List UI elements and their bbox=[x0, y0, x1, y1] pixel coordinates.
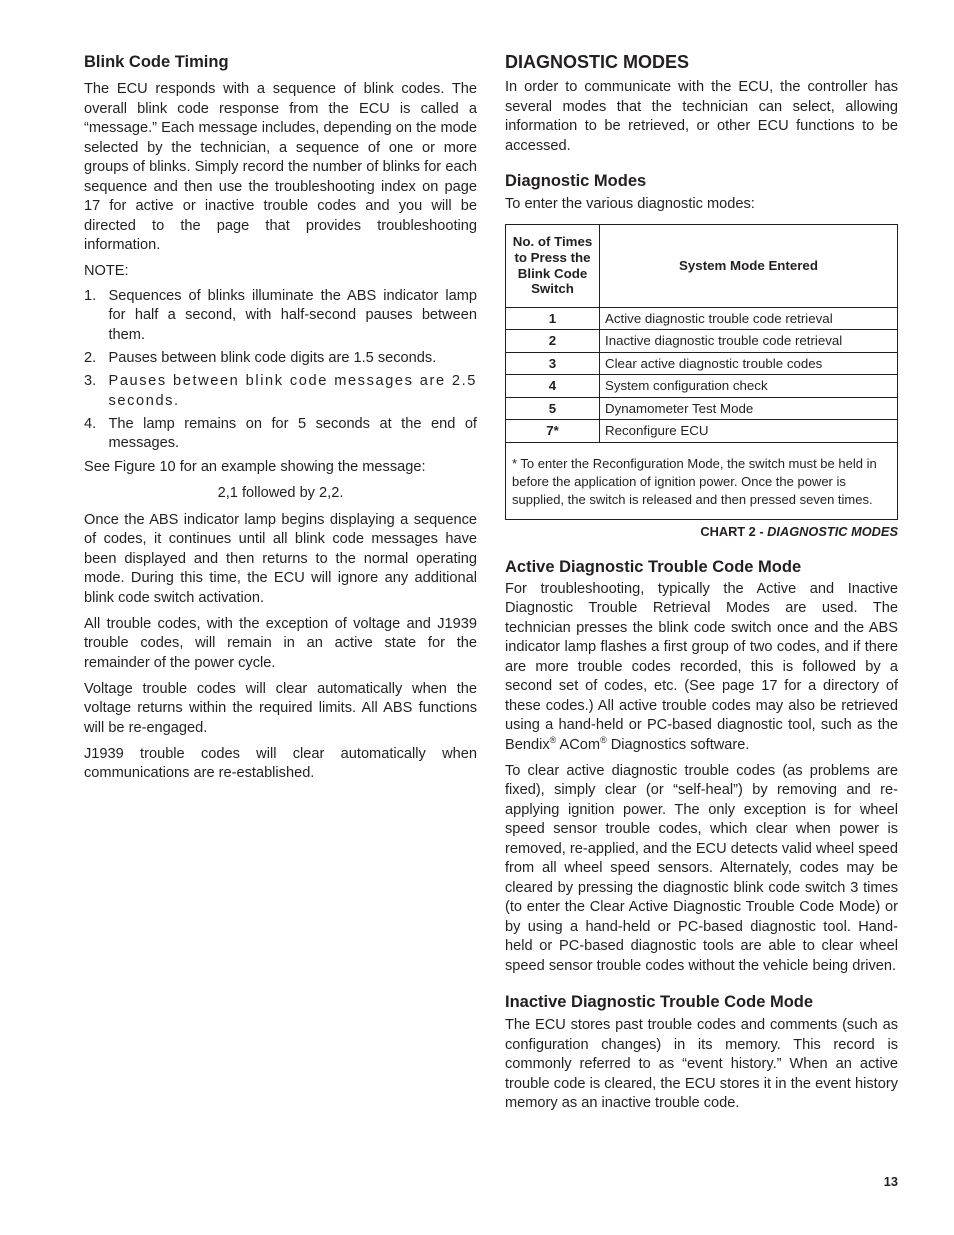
notes-list bbox=[84, 287, 477, 454]
press-count: 7* bbox=[506, 420, 600, 443]
note-item bbox=[84, 372, 477, 411]
diagnostic-modes-subheading: Diagnostic Modes bbox=[505, 172, 647, 190]
active-text-c: Diagnostics software. bbox=[606, 736, 750, 753]
note-label: NOTE: bbox=[84, 263, 129, 279]
page-number: 13 bbox=[883, 1174, 898, 1189]
press-count: 2 bbox=[506, 330, 600, 353]
mode-name: Dynamometer Test Mode bbox=[600, 397, 898, 420]
note-text: The lamp remains on for 5 seconds at the end of messages. bbox=[108, 415, 477, 452]
example-message: 2,1 followed by 2,2. bbox=[217, 485, 344, 502]
j1939-codes-paragraph: J1939 trouble codes will clear automatically when communications are re-established. bbox=[84, 745, 477, 782]
note-text: Pauses between blink code messages are 2.5 seconds. bbox=[108, 373, 477, 409]
table-row bbox=[506, 330, 898, 353]
press-count: 1 bbox=[506, 307, 600, 330]
press-count: 5 bbox=[506, 397, 600, 420]
note-item bbox=[84, 287, 477, 346]
registered-mark: ® bbox=[600, 734, 607, 745]
caption-prefix: CHART 2 - bbox=[700, 523, 768, 539]
note-text: Pauses between blink code digits are 1.5 seconds. bbox=[108, 349, 437, 366]
diagnostic-modes-title: DIAGNOSTIC MODES bbox=[505, 52, 690, 72]
table-row bbox=[506, 352, 898, 375]
note-text: Sequences of blinks illuminate the ABS indicator lamp for half a second, with half-second pauses between them. bbox=[108, 287, 477, 343]
press-count: 4 bbox=[506, 375, 600, 398]
blink-code-intro-paragraph: The ECU responds with a sequence of blink codes. The overall blink code response from the ECU is called a “message.” Each message includes, depending on the mode selected by the technician, a sequence of one or more groups of blinks. Simply record the number of blinks for each sequence and then use the troubleshooting index on page 17 for active or inactive trouble codes and you will be directed to the page that provides troubleshooting information. bbox=[84, 81, 477, 253]
note-item bbox=[84, 349, 477, 369]
see-figure-text: See Figure 10 for an example showing the message: bbox=[84, 458, 426, 475]
registered-mark: ® bbox=[549, 734, 557, 745]
right-column bbox=[505, 50, 898, 1114]
table-footnote-row bbox=[506, 442, 898, 519]
active-text-b: ACom bbox=[556, 736, 601, 753]
active-state-paragraph: All trouble codes, with the exception of voltage and J1939 trouble codes, will remain in an active state for the remainder of the power cycle. bbox=[84, 615, 477, 671]
col-header-presses: No. of Times to Press the Blink Code Switch bbox=[506, 224, 600, 307]
col-header-mode: System Mode Entered bbox=[600, 224, 898, 307]
press-count: 3 bbox=[506, 352, 600, 375]
active-text-a: For troubleshooting, typically the Active and Inactive Diagnostic Trouble Retrieval Modes are used. The technician presses the blink code switch once and the ABS indicator lamp flashes a first group of two codes, and if there are more trouble codes recorded, this is followed by a second set of codes, etc. (See page 17 for a directory of these codes.) All active trouble codes may also be retrieved using a hand-held or PC-based diagnostic tool, such as the Bendix bbox=[505, 580, 898, 753]
mode-name: Clear active diagnostic trouble codes bbox=[600, 352, 898, 375]
caption-title: DIAGNOSTIC MODES bbox=[767, 523, 898, 539]
chart-caption bbox=[505, 524, 898, 539]
inactive-mode-subheading: Inactive Diagnostic Trouble Code Mode bbox=[505, 993, 814, 1011]
left-column bbox=[84, 50, 477, 784]
inactive-mode-paragraph: The ECU stores past trouble codes and comments (such as configuration changes) in its memory. This record is commonly referred to as “event history.” When an active trouble code is cleared, the ECU stores it in the event history memory as an inactive trouble code. bbox=[505, 1017, 898, 1111]
voltage-codes-paragraph: Voltage trouble codes will clear automatically when the voltage returns within the required limits. All ABS functions will be re-engaged. bbox=[84, 680, 477, 736]
note-number: 4. bbox=[84, 415, 97, 432]
table-footnote: * To enter the Reconfiguration Mode, the switch must be held in before the application of ignition power. Once the power is supplied, the switch is released and then pressed seven times. bbox=[506, 442, 898, 519]
mode-name: Inactive diagnostic trouble code retrieval bbox=[600, 330, 898, 353]
blink-code-timing-heading: Blink Code Timing bbox=[84, 53, 229, 71]
mode-name: System configuration check bbox=[600, 375, 898, 398]
mode-name: Reconfigure ECU bbox=[600, 420, 898, 443]
table-row bbox=[506, 375, 898, 398]
diagnostic-intro-paragraph: In order to communicate with the ECU, the controller has several modes that the technician can select, allowing information to be retrieved, or other ECU functions to be accessed. bbox=[505, 79, 898, 154]
table-row bbox=[506, 420, 898, 443]
note-number: 2. bbox=[84, 349, 97, 366]
active-mode-subheading: Active Diagnostic Trouble Code Mode bbox=[505, 557, 802, 576]
sequence-paragraph: Once the ABS indicator lamp begins displaying a sequence of codes, it continues until all blink code messages have been displayed and then returns to the normal operating mode. During this time, the ECU will ignore any additional blink code switch activation. bbox=[84, 511, 477, 606]
table-row bbox=[506, 397, 898, 420]
diagnostic-modes-table bbox=[505, 224, 898, 520]
table-header-row bbox=[506, 224, 898, 307]
note-number: 3. bbox=[84, 373, 97, 390]
note-item bbox=[84, 415, 477, 454]
mode-name: Active diagnostic trouble code retrieval bbox=[600, 307, 898, 330]
table-row bbox=[506, 307, 898, 330]
active-mode-paragraph-2: To clear active diagnostic trouble codes (as problems are fixed), simply clear (or “self-heal”) by removing and re-applying ignition power. The only exception is for wheel speed sensor trouble codes, which clear when power is removed, re-applied, and the ECU detects valid wheel speed from all wheel speed sensors. Alternately, codes may be cleared by pressing the diagnostic blink code switch 3 times (to enter the Clear Active Diagnostic Trouble Code Mode) or by using a hand-held or PC-based diagnostic tool. Hand-held or PC-based diagnostic tools are able to clear wheel speed sensor trouble codes without the vehicle being driven. bbox=[505, 762, 898, 974]
enter-modes-text: To enter the various diagnostic modes: bbox=[505, 196, 755, 212]
note-number: 1. bbox=[84, 287, 97, 304]
active-mode-paragraph-1 bbox=[505, 580, 898, 756]
